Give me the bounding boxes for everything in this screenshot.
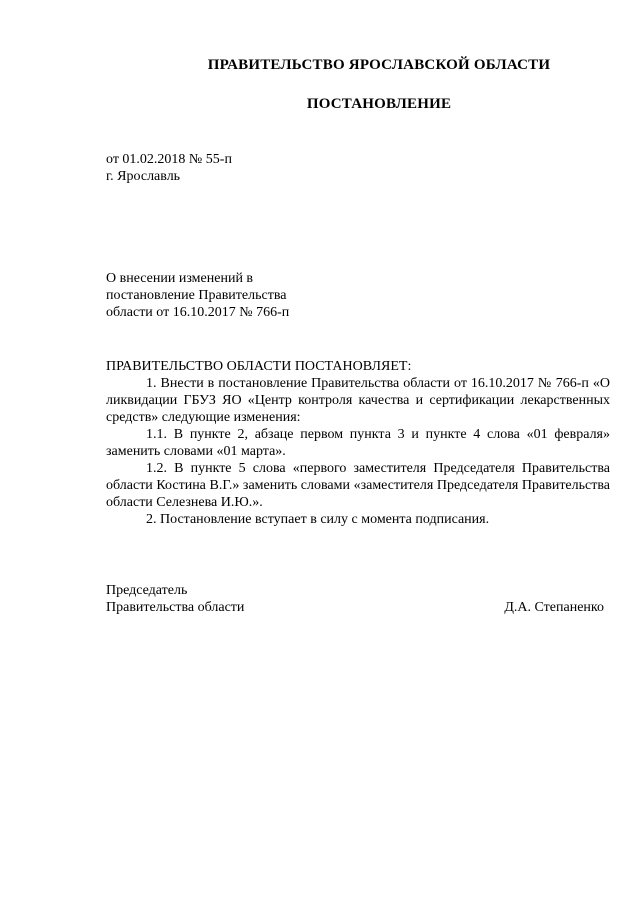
document-meta [106, 151, 232, 185]
subject-line: постановление Правительства [106, 288, 287, 303]
document-type-title: ПОСТАНОВЛЕНИЕ [306, 96, 452, 112]
paragraph-2: 2. Постановление вступает в силу с момента подписания. [146, 512, 490, 527]
signer-title-line1: Председатель [106, 583, 188, 598]
document-subject [106, 270, 289, 321]
decree-statement: ПРАВИТЕЛЬСТВО ОБЛАСТИ ПОСТАНОВЛЯЕТ: [106, 359, 412, 374]
document-body [106, 358, 610, 528]
paragraph-1-1: 1.1. В пункте 2, абзаце первом пункта 3 и пункте 4 слова «01 февраля» заменить словами «01 марта». [106, 427, 610, 459]
date-number: от 01.02.2018 № 55-п [106, 152, 232, 167]
signer-title-line2: Правительства области [106, 600, 245, 615]
paragraph-1: 1. Внести в постановление Правительства области от 16.10.2017 № 766-п «О ликвидации ГБУЗ ЯО «Центр контроля качества и сертификации лекарственных средств» следующие изменения: [106, 376, 610, 425]
paragraph-1-2: 1.2. В пункте 5 слова «первого заместителя Председателя Правительства области Костина В.Г.» заменить словами «заместителя Председателя Правительства области Селезнева И.Ю.». [106, 461, 610, 510]
subject-line: О внесении изменений в [106, 271, 254, 286]
organization-title: ПРАВИТЕЛЬСТВО ЯРОСЛАВСКОЙ ОБЛАСТИ [207, 57, 551, 73]
signature-block [106, 582, 604, 616]
city: г. Ярославль [106, 169, 181, 184]
subject-line: области от 16.10.2017 № 766-п [106, 305, 290, 320]
signer-name: Д.А. Степаненко [504, 600, 604, 615]
